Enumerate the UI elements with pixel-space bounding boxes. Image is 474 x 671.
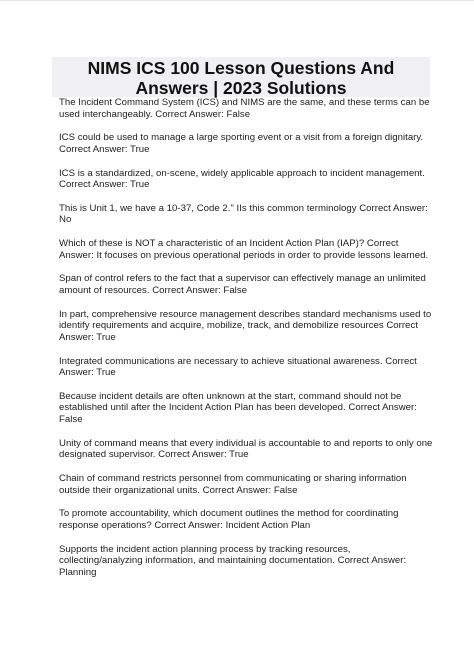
qa-item xyxy=(59,97,434,120)
qa-line: False xyxy=(59,414,83,426)
qa-line: Which of these is NOT a characteristic of an Incident Action Plan (IAP)? Correct xyxy=(59,238,399,250)
qa-item xyxy=(59,203,434,226)
qa-line: amount of resources. Correct Answer: False xyxy=(59,285,247,296)
qa-line: To promote accountability, which document outlines the method for coordinating xyxy=(59,508,399,520)
title-line: NIMS ICS 100 Lesson Questions And xyxy=(87,58,395,78)
qa-item xyxy=(59,356,434,379)
qa-line: Correct Answer: True xyxy=(59,143,150,155)
qa-line: This is Unit 1, we have a 10-37, Code 2." IIs this common terminology Correct Answer: xyxy=(59,202,428,214)
qa-line: The Incident Command System (ICS) and NIMS are the same, and these terms can be xyxy=(59,97,430,108)
qa-line: established until after the Incident Action Plan has been developed. Correct Answer: xyxy=(59,402,417,414)
qa-line: Answer: True xyxy=(59,367,116,379)
qa-line: In part, comprehensive resource management describes standard mechanisms used to xyxy=(59,308,432,320)
qa-line: Chain of command restricts personnel from communicating or sharing information xyxy=(59,473,407,484)
qa-item xyxy=(59,273,434,296)
qa-line: ICS is a standardized, on-scene, widely applicable approach to incident management. xyxy=(59,167,425,179)
qa-line: Answer: It focuses on previous operational periods in order to provide lessons learned. xyxy=(59,249,429,261)
qa-item xyxy=(59,473,434,496)
qa-item xyxy=(59,132,434,155)
qa-item xyxy=(59,391,434,426)
qa-item xyxy=(59,544,434,579)
qa-line: outside their organizational units. Correct Answer: False xyxy=(59,484,298,496)
qa-line: Planning xyxy=(59,566,97,578)
qa-line: Span of control refers to the fact that a supervisor can effectively manage an unlimited xyxy=(59,273,426,285)
qa-item xyxy=(59,508,434,531)
qa-line: used interchangeably. Correct Answer: False xyxy=(59,108,251,120)
qa-item xyxy=(59,309,434,344)
qa-item xyxy=(59,168,434,191)
qa-line: response operations? Correct Answer: Incident Action Plan xyxy=(59,519,311,531)
page-title xyxy=(52,58,430,98)
qa-line: identify requirements and acquire, mobilize, track, and demobilize resources Correct xyxy=(59,320,418,332)
qa-line: Because incident details are often unknown at the start, command should not be xyxy=(59,390,402,402)
qa-line: Answer: True xyxy=(59,331,116,343)
title-line: Answers | 2023 Solutions xyxy=(135,78,347,98)
qa-item xyxy=(59,238,434,261)
qa-line: designated supervisor. Correct Answer: True xyxy=(59,449,249,461)
qa-line: Supports the incident action planning process by tracking resources, xyxy=(59,543,351,555)
qa-line: Unity of command means that every individual is accountable to and reports to only one xyxy=(59,437,433,449)
qa-line: Correct Answer: True xyxy=(59,179,150,191)
qa-line: ICS could be used to manage a large sporting event or a visit from a foreign dignitary. xyxy=(59,132,424,144)
qa-list xyxy=(59,97,434,590)
qa-item xyxy=(59,438,434,461)
qa-line: collecting/analyzing information, and maintaining documentation. Correct Answer: xyxy=(59,555,407,567)
qa-line: No xyxy=(59,214,72,226)
qa-line: Integrated communications are necessary to achieve situational awareness. Correct xyxy=(59,355,417,367)
